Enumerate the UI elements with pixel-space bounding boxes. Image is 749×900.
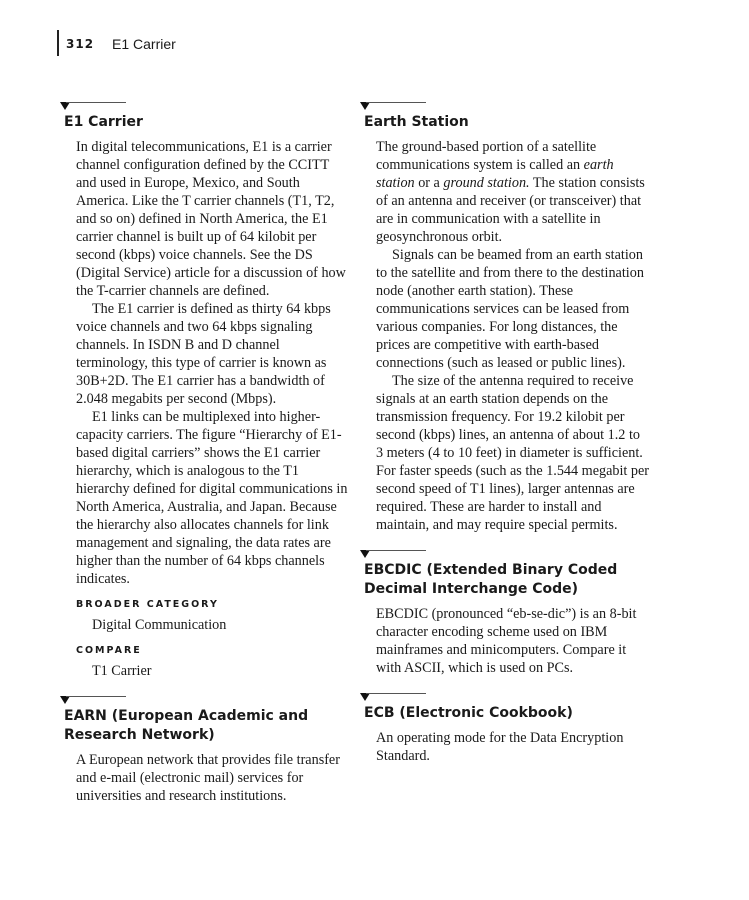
right-column [360,100,650,765]
paragraph: Signals can be beamed from an earth station to the satellite and from there to the destination node (another earth station). These communications services can be leased from various companies. For long distances, the prices are competitive with earth-based connections (such as leased or public lines). [376,247,644,371]
paragraph: The ground-based portion of a satellite communications system is called an earth station or a ground station. The station consists of an antenna and receiver (or transceiver) that are in communication with a satellite in geosynchronous orbit. [376,139,645,245]
entry-body [376,138,650,534]
paragraph: The E1 carrier is defined as thirty 64 kbps voice channels and two 64 kbps signaling channels. In ISDN B and D channel terminology, this type of carrier is known as 30B+2D. The E1 carrier has a bandwidth of 2.048 megabits per second (Mbps). [76,301,331,407]
triangle-marker-icon [360,102,370,110]
broader-category-label: BROADER CATEGORY [76,599,219,610]
entry-marker [60,100,352,112]
entry-e1-carrier [60,100,352,680]
compare-label: COMPARE [76,645,142,656]
entry-ecb [360,691,650,765]
compare-value: T1 Carrier [92,663,152,679]
running-title: E1 Carrier [112,36,176,52]
paragraph: An operating mode for the Data Encryption Standard. [376,730,624,764]
entry-earn [60,694,352,805]
paragraph: In digital telecommunications, E1 is a carrier channel configuration defined by the CCITT and used in Europe, Mexico, and South America. Like the T carrier channels (T1, T2, and so on) defined in North America, the E1 carrier channel is built up of 64 kilobit per second (kbps) voice channels. See the DS (Digital Service) article for a discussion of how the T-carrier channels are defined. [76,139,346,299]
headword-ecb: ECB (Electronic Cookbook) [364,705,573,721]
entry-ebcdic [360,548,650,677]
entry-marker [360,691,650,703]
emphasis: earth station [376,157,614,191]
entry-marker [360,100,650,112]
headword-ebcdic: EBCDIC (Extended Binary Coded Decimal Interchange Code) [364,562,618,597]
paragraph: The size of the antenna required to receive signals at an earth station depends on the transmission frequency. For 19.2 kilobit per second (kbps) lines, an antenna of about 1.2 to 3 meters (4 to 10 feet) in diameter is sufficient. For faster speeds (such as the 1.544 megabit per second speed of T1 lines), larger antennas are required. These are harder to install and maintain, and may require special permits. [376,373,650,533]
entry-earth-station [360,100,650,534]
entry-body [376,729,650,765]
headword-earth-station: Earth Station [364,114,469,130]
entry-body [376,605,650,677]
header-rule [57,30,59,56]
left-column [60,100,352,805]
emphasis: ground station. [443,175,530,191]
paragraph: EBCDIC (pronounced “eb-se-dic”) is an 8-bit character encoding scheme used on IBM mainframes and minicomputers. Compare it with ASCII, which is used on PCs. [376,606,637,676]
entry-body [76,751,352,805]
headword-e1-carrier: E1 Carrier [64,114,143,130]
triangle-marker-icon [60,102,70,110]
paragraph: E1 links can be multiplexed into higher-capacity carriers. The figure “Hierarchy of E1-based digital carriers” shows the E1 carrier hierarchy, which is analogous to the T1 hierarchy defined for digital communications in North America, Australia, and Japan. Because the hierarchy also allocates channels for link management and signaling, the data rates are higher than the number of 64 kbps channels indicates. [76,409,348,587]
entry-marker [360,548,650,560]
entry-marker [60,694,352,706]
headword-earn: EARN (European Academic and Research Network) [64,708,309,743]
triangle-marker-icon [60,696,70,704]
page-number: 312 [66,37,95,51]
broader-category-value: Digital Communication [92,617,227,633]
triangle-marker-icon [360,550,370,558]
triangle-marker-icon [360,693,370,701]
paragraph: A European network that provides file transfer and e-mail (electronic mail) services for universities and research institutions. [76,752,340,804]
entry-body [76,138,352,588]
